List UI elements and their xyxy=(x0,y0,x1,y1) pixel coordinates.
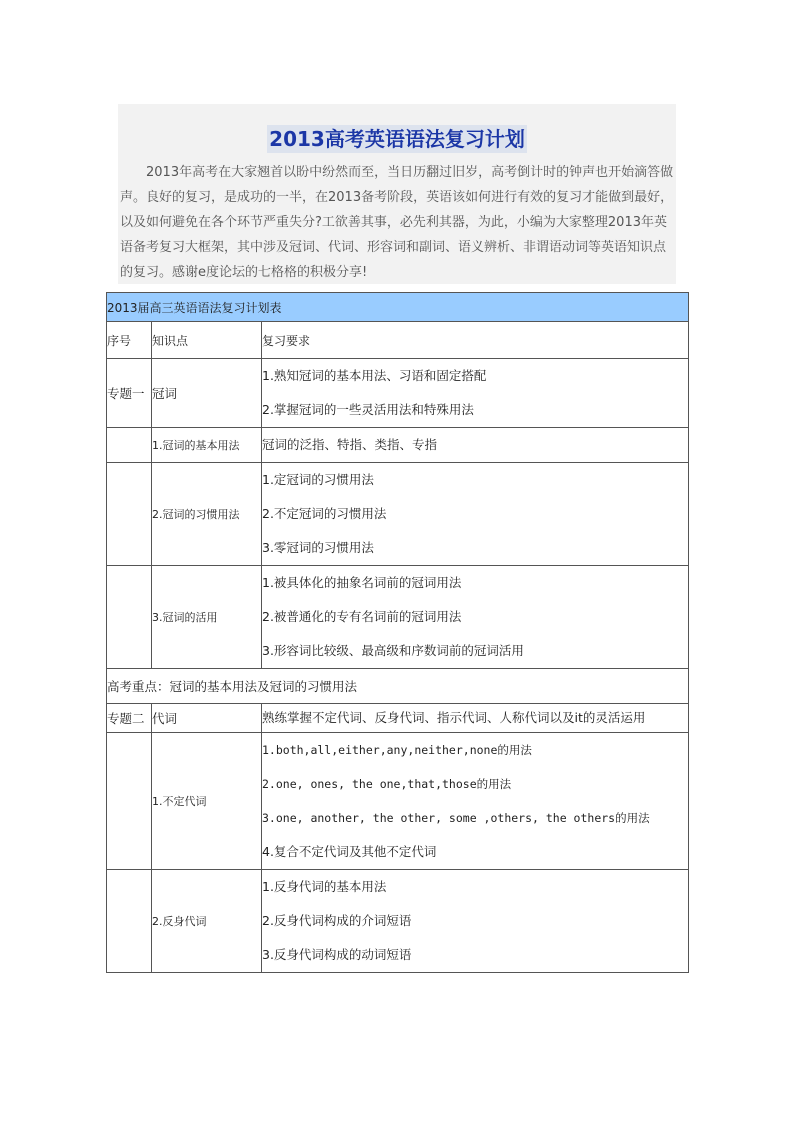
table-row xyxy=(107,428,689,463)
header-req: 复习要求 xyxy=(262,322,689,359)
row-reqs xyxy=(262,870,689,973)
row-topic: 1.冠词的基本用法 xyxy=(152,428,262,463)
req-item: 冠词的泛指、特指、类指、专指 xyxy=(262,437,438,452)
table-row xyxy=(107,870,689,973)
req-item: 3.形容词比较级、最高级和序数词前的冠词活用 xyxy=(262,643,524,658)
req-item: 1.定冠词的习惯用法 xyxy=(262,472,374,487)
req-item: 3.one, another, the other, some ,others, the others的用法 xyxy=(262,811,650,825)
row-reqs xyxy=(262,733,689,870)
row-topic: 2.反身代词 xyxy=(152,870,262,973)
req-item: 1.反身代词的基本用法 xyxy=(262,879,387,894)
table-caption-row xyxy=(107,293,689,322)
row-seq xyxy=(107,463,152,566)
req-item: 1.熟知冠词的基本用法、习语和固定搭配 xyxy=(262,368,487,383)
table-row xyxy=(107,463,689,566)
intro-paragraph: 2013年高考在大家翘首以盼中纷然而至，当日历翻过旧岁，高考倒计时的钟声也开始滴答做声。良好的复习，是成功的一半，在2013备考阶段，英语该如何进行有效的复习才能做到最好，以及如何避免在各个环节严重失分?工欲善其事，必先利其器，为此，小编为大家整理2013年英语备考复习大框架，其中涉及冠词、代词、形容词和副词、语义辨析、非谓语动词等英语知识点的复习。感谢e度论坛的七格格的积极分享! xyxy=(120,165,674,280)
row-topic: 代词 xyxy=(152,704,262,733)
row-reqs xyxy=(262,463,689,566)
table-row xyxy=(107,704,689,733)
req-item: 2.反身代词构成的介词短语 xyxy=(262,913,412,928)
table-caption: 2013届高三英语语法复习计划表 xyxy=(107,293,689,322)
row-topic: 3.冠词的活用 xyxy=(152,566,262,669)
intro-block xyxy=(118,104,676,284)
req-item: 2.被普通化的专有名词前的冠词用法 xyxy=(262,609,462,624)
row-seq: 专题二 xyxy=(107,704,152,733)
table-row xyxy=(107,359,689,428)
req-item: 2.掌握冠词的一些灵活用法和特殊用法 xyxy=(262,402,474,417)
row-reqs xyxy=(262,428,689,463)
req-item: 2.one, ones, the one,that,those的用法 xyxy=(262,777,512,791)
req-item: 1.both,all,either,any,neither,none的用法 xyxy=(262,743,532,757)
row-seq xyxy=(107,733,152,870)
review-plan-table xyxy=(106,292,689,973)
row-reqs xyxy=(262,359,689,428)
req-item: 3.零冠词的习惯用法 xyxy=(262,540,374,555)
req-item: 4.复合不定代词及其他不定代词 xyxy=(262,844,437,859)
req-item: 2.不定冠词的习惯用法 xyxy=(262,506,387,521)
row-topic: 1.不定代词 xyxy=(152,733,262,870)
row-topic: 2.冠词的习惯用法 xyxy=(152,463,262,566)
page-title: 2013高考英语语法复习计划 xyxy=(269,127,525,151)
req-item: 1.被具体化的抽象名词前的冠词用法 xyxy=(262,575,462,590)
table-row xyxy=(107,733,689,870)
req-item: 3.反身代词构成的动词短语 xyxy=(262,947,412,962)
header-topic: 知识点 xyxy=(152,322,262,359)
row-seq xyxy=(107,870,152,973)
row-seq xyxy=(107,428,152,463)
table-row-key-point xyxy=(107,669,689,704)
header-seq: 序号 xyxy=(107,322,152,359)
table-row xyxy=(107,566,689,669)
table-header-row xyxy=(107,322,689,359)
key-point-note: 高考重点：冠词的基本用法及冠词的习惯用法 xyxy=(107,669,689,704)
row-topic: 冠词 xyxy=(152,359,262,428)
req-item: 熟练掌握不定代词、反身代词、指示代词、人称代词以及it的灵活运用 xyxy=(262,710,646,725)
row-seq: 专题一 xyxy=(107,359,152,428)
row-reqs xyxy=(262,704,689,733)
row-reqs xyxy=(262,566,689,669)
row-seq xyxy=(107,566,152,669)
